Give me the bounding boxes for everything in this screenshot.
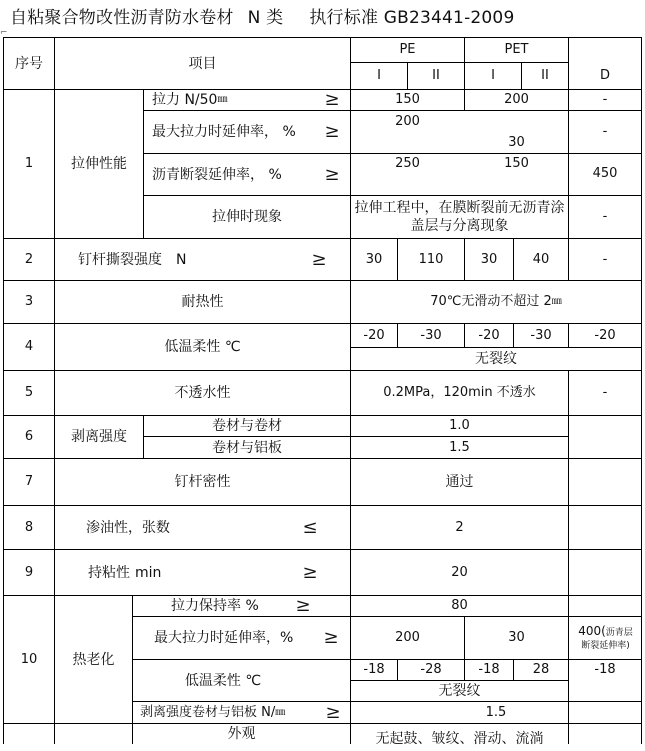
document-title [10,3,514,28]
aging-elongation-d-number: 400( [578,623,606,638]
low-temp-pe-ii: -30 [420,327,442,343]
oil-penetration-label: 渗油性，张数 [86,519,170,536]
heat-resistance-value [351,281,641,323]
phenomenon-label: 拉伸时现象 [212,209,282,225]
title-standard: 执行标准 GB23441-2009 [309,8,515,28]
tear-pe-ii: 110 [418,251,444,267]
elongation-d: - [602,124,608,139]
header-pe-ii: II [432,68,440,83]
aging-peel-unit: ㎜ [275,706,286,718]
row-3-number: 3 [24,294,34,309]
title-product: 自粘聚合物改性沥青防水卷材 [10,8,234,28]
aging-cold-pet-i: -18 [478,662,500,677]
header-pe-i: I [377,68,381,83]
header-seq: 序号 [15,55,43,72]
tensile-pet: 200 [504,92,529,107]
row-10-number: 10 [20,651,38,667]
aging-peel-value: 1.5 [485,704,507,720]
aging-cold-pet-ii: 28 [532,662,550,677]
holding-power-value: 20 [451,564,468,580]
tear-strength-text: 钉杆撕裂强度 [78,251,162,268]
aging-cold-d: -18 [594,662,616,677]
appearance-value: 无起鼓、皱纹、滑动、流淌 [375,731,544,747]
row-9-number: 9 [24,564,34,580]
low-temp-result: 无裂纹 [475,351,517,367]
aging-peel-text: 剥离强度卷材与铝板 N/ [140,704,276,720]
low-temp-pet-ii: -30 [530,327,552,343]
aging-elongation-d [570,618,641,658]
aging-cold-pe-i: -18 [363,662,385,677]
row-1-number: 1 [24,156,34,171]
ge-sign: ≥ [302,561,318,583]
ge-sign: ≥ [324,163,340,185]
asphalt-elongation-d: 450 [592,166,618,181]
margin-mark [641,400,642,424]
header-pet: PET [504,42,529,57]
phenomenon-value: 拉伸工程中，在膜断裂前无沥青涂盖层与分离现象 [354,200,565,234]
oil-penetration-value: 2 [455,519,464,535]
aging-elongation-d-value [578,624,633,639]
asphalt-elongation-pet: 150 [504,156,529,171]
tear-pet-ii: 40 [532,251,550,267]
low-temp-pe-i: -20 [363,327,385,343]
row-6-number: 6 [24,429,34,444]
low-temp-flex-label: 低温柔性 ℃ [164,339,241,355]
title-type: N 类 [247,8,284,28]
low-temp-d: -20 [594,327,616,343]
ge-sign: ≥ [325,701,341,723]
aging-cold-pe-ii: -28 [420,662,442,677]
peel-strength-label: 剥离强度 [71,429,127,445]
ge-sign: ≥ [323,627,339,648]
tear-pe-i: 30 [365,251,383,267]
le-sign: ≤ [302,516,318,538]
header-pe: PE [399,42,416,57]
tear-strength-unit: N [176,251,187,268]
heat-aging-label: 热老化 [72,651,115,668]
aging-elongation-label: 最大拉力时延伸率，% [154,630,294,646]
heat-resistance-text: 70℃无滑动不超过 2 [430,294,552,309]
ge-sign: ≥ [311,248,327,270]
impermeability-value: 0.2MPa，120min 不透水 [383,385,536,400]
tensile-label [152,90,332,110]
tear-strength-label [78,239,278,280]
aging-elongation-d-note-b: 断裂延伸率) [581,640,630,651]
aging-cold-label: 低温柔性 ℃ [184,672,262,689]
peel-sheet-aluminum-label: 卷材与铝板 [212,439,282,456]
tensile-pe: 150 [395,92,420,107]
aging-retention-value: 80 [451,598,468,613]
elongation-pet: 30 [508,135,525,150]
header-pet-i: I [491,68,495,83]
peel-sheet-sheet-value: 1.0 [449,418,470,433]
impermeability-label: 不透水性 [174,385,231,401]
nail-seal-label: 钉杆密性 [174,474,231,490]
asphalt-elongation-pe: 250 [395,156,420,171]
row-5-number: 5 [24,385,34,400]
tensile-d: - [602,92,608,107]
row-8-number: 8 [24,519,34,535]
row-1-name: 拉伸性能 [71,156,127,172]
elongation-pe: 200 [395,114,420,129]
header-pet-ii: II [541,68,549,83]
peel-sheet-aluminum-value: 1.5 [449,439,470,455]
aging-retention-label: 拉力保持率 % [171,598,259,614]
asphalt-elongation-label: 沥青断裂延伸率， % [152,166,282,183]
tensile-unit: ㎜ [217,94,228,105]
appearance-label: 外观 [227,726,256,742]
margin-mark [641,625,642,649]
low-temp-pet-i: -20 [478,327,500,343]
ge-sign: ≥ [324,121,340,142]
header-item: 项目 [188,55,217,72]
aging-peel-label [140,702,340,723]
holding-power-label [88,550,268,595]
aging-cold-result: 无裂纹 [438,683,481,699]
heat-resistance-unit: ㎜ [551,296,562,307]
holding-power-unit: min [135,564,162,581]
elongation-label: 最大拉力时延伸率， % [152,124,296,140]
row-7-number: 7 [24,474,34,489]
holding-power-text: 持粘性 [88,564,130,581]
nail-seal-value: 通过 [445,474,474,490]
heat-resistance-label: 耐热性 [181,294,224,310]
tear-d: - [602,251,608,267]
phenomenon-d: - [602,209,608,224]
tear-pet-i: 30 [480,251,498,267]
aging-elongation-d-note-a: 沥青层 [605,627,633,638]
row-4-number: 4 [24,339,34,354]
row-2-number: 2 [24,251,34,267]
corner-mark: ⌐ [0,28,8,38]
impermeability-d: - [602,385,608,400]
aging-elongation-pet: 30 [508,630,525,645]
header-d: D [599,67,610,83]
ge-sign: ≥ [295,595,311,616]
tensile-label-text: 拉力 N/50 [152,92,218,108]
aging-elongation-pe: 200 [395,630,420,645]
peel-sheet-sheet-label: 卷材与卷材 [212,418,282,434]
ge-sign: ≥ [324,89,340,110]
